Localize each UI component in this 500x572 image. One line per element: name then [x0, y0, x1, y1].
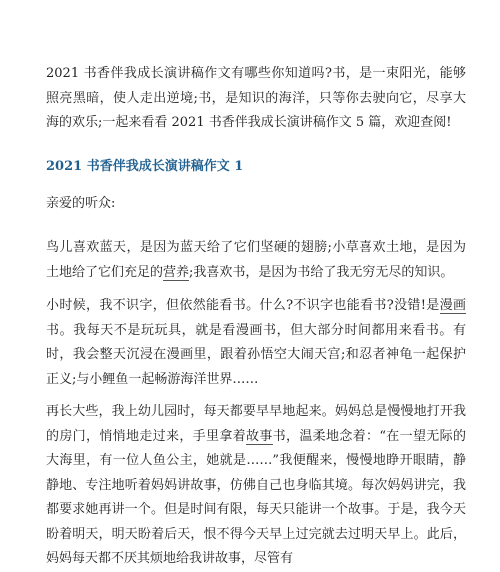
paragraph-2 — [46, 294, 466, 392]
paragraph-1-text-b: ;我喜欢书，是因为书给了我无穷无尽的知识。 — [189, 264, 454, 280]
article-title: 2021 书香伴我成长演讲稿作文 1 — [46, 159, 244, 174]
paragraph-1-text-a: 鸟儿喜欢蓝天，是因为蓝天给了它们坚硬的翅膀;小草喜欢土地，是因为土地给了它们充足的 — [46, 240, 466, 280]
paragraph-2-text-a: 小时候，我不识字，但依然能看书。什么?不识字也能看书?没错!是 — [46, 298, 440, 313]
paragraph-3-text-b: 书，温柔地念着：“在一望无际的大海里，有一位人鱼公主，她就是……”我便醒来，慢慢地睁开眼睛，静静地、专注地听着妈妈讲故事，仿佛自己也身临其境。每次妈妈讲完，我都要求她再讲一个。但是时间有限，每天只能讲一个故事。于是，我今天盼着明天，明天盼着后天，恨不得今天早上过完就去过明天早上。此后，妈妈每天都不厌其烦地给我讲故事，尽管有 — [46, 428, 466, 566]
link-comic[interactable]: 漫画 — [439, 298, 466, 313]
paragraph-2-text-b: 书。我每天不是玩玩具，就是看漫画书，但大部分时间都用来看书。有时，我会整天沉浸在漫画里，跟着孙悟空大闹天宫;和忍者神龟一起保护正义;与小鲤鱼一起畅游海洋世界…… — [46, 322, 466, 387]
greeting: 亲爱的听众: — [46, 196, 116, 211]
link-nutrition[interactable]: 营养 — [163, 264, 190, 280]
paragraph-1 — [46, 236, 466, 285]
paragraph-3-text-a: 再长大些，我上幼儿园时，每天都要早早地起来。妈妈总是慢慢地打开我的房门，悄悄地走过来，手里拿着 — [46, 404, 466, 444]
link-story[interactable]: 故事 — [246, 428, 273, 444]
intro-paragraph: 2021 书香伴我成长演讲稿作文有哪些你知道吗?书，是一束阳光，能够照亮黑暗，使人走出逆境;书，是知识的海洋，只等你去驶向它，尽享大海的欢乐;一起来看看 2021 书香伴我成长演讲稿作文 5 篇，欢迎查阅! — [46, 66, 466, 130]
paragraph-3 — [46, 400, 466, 572]
